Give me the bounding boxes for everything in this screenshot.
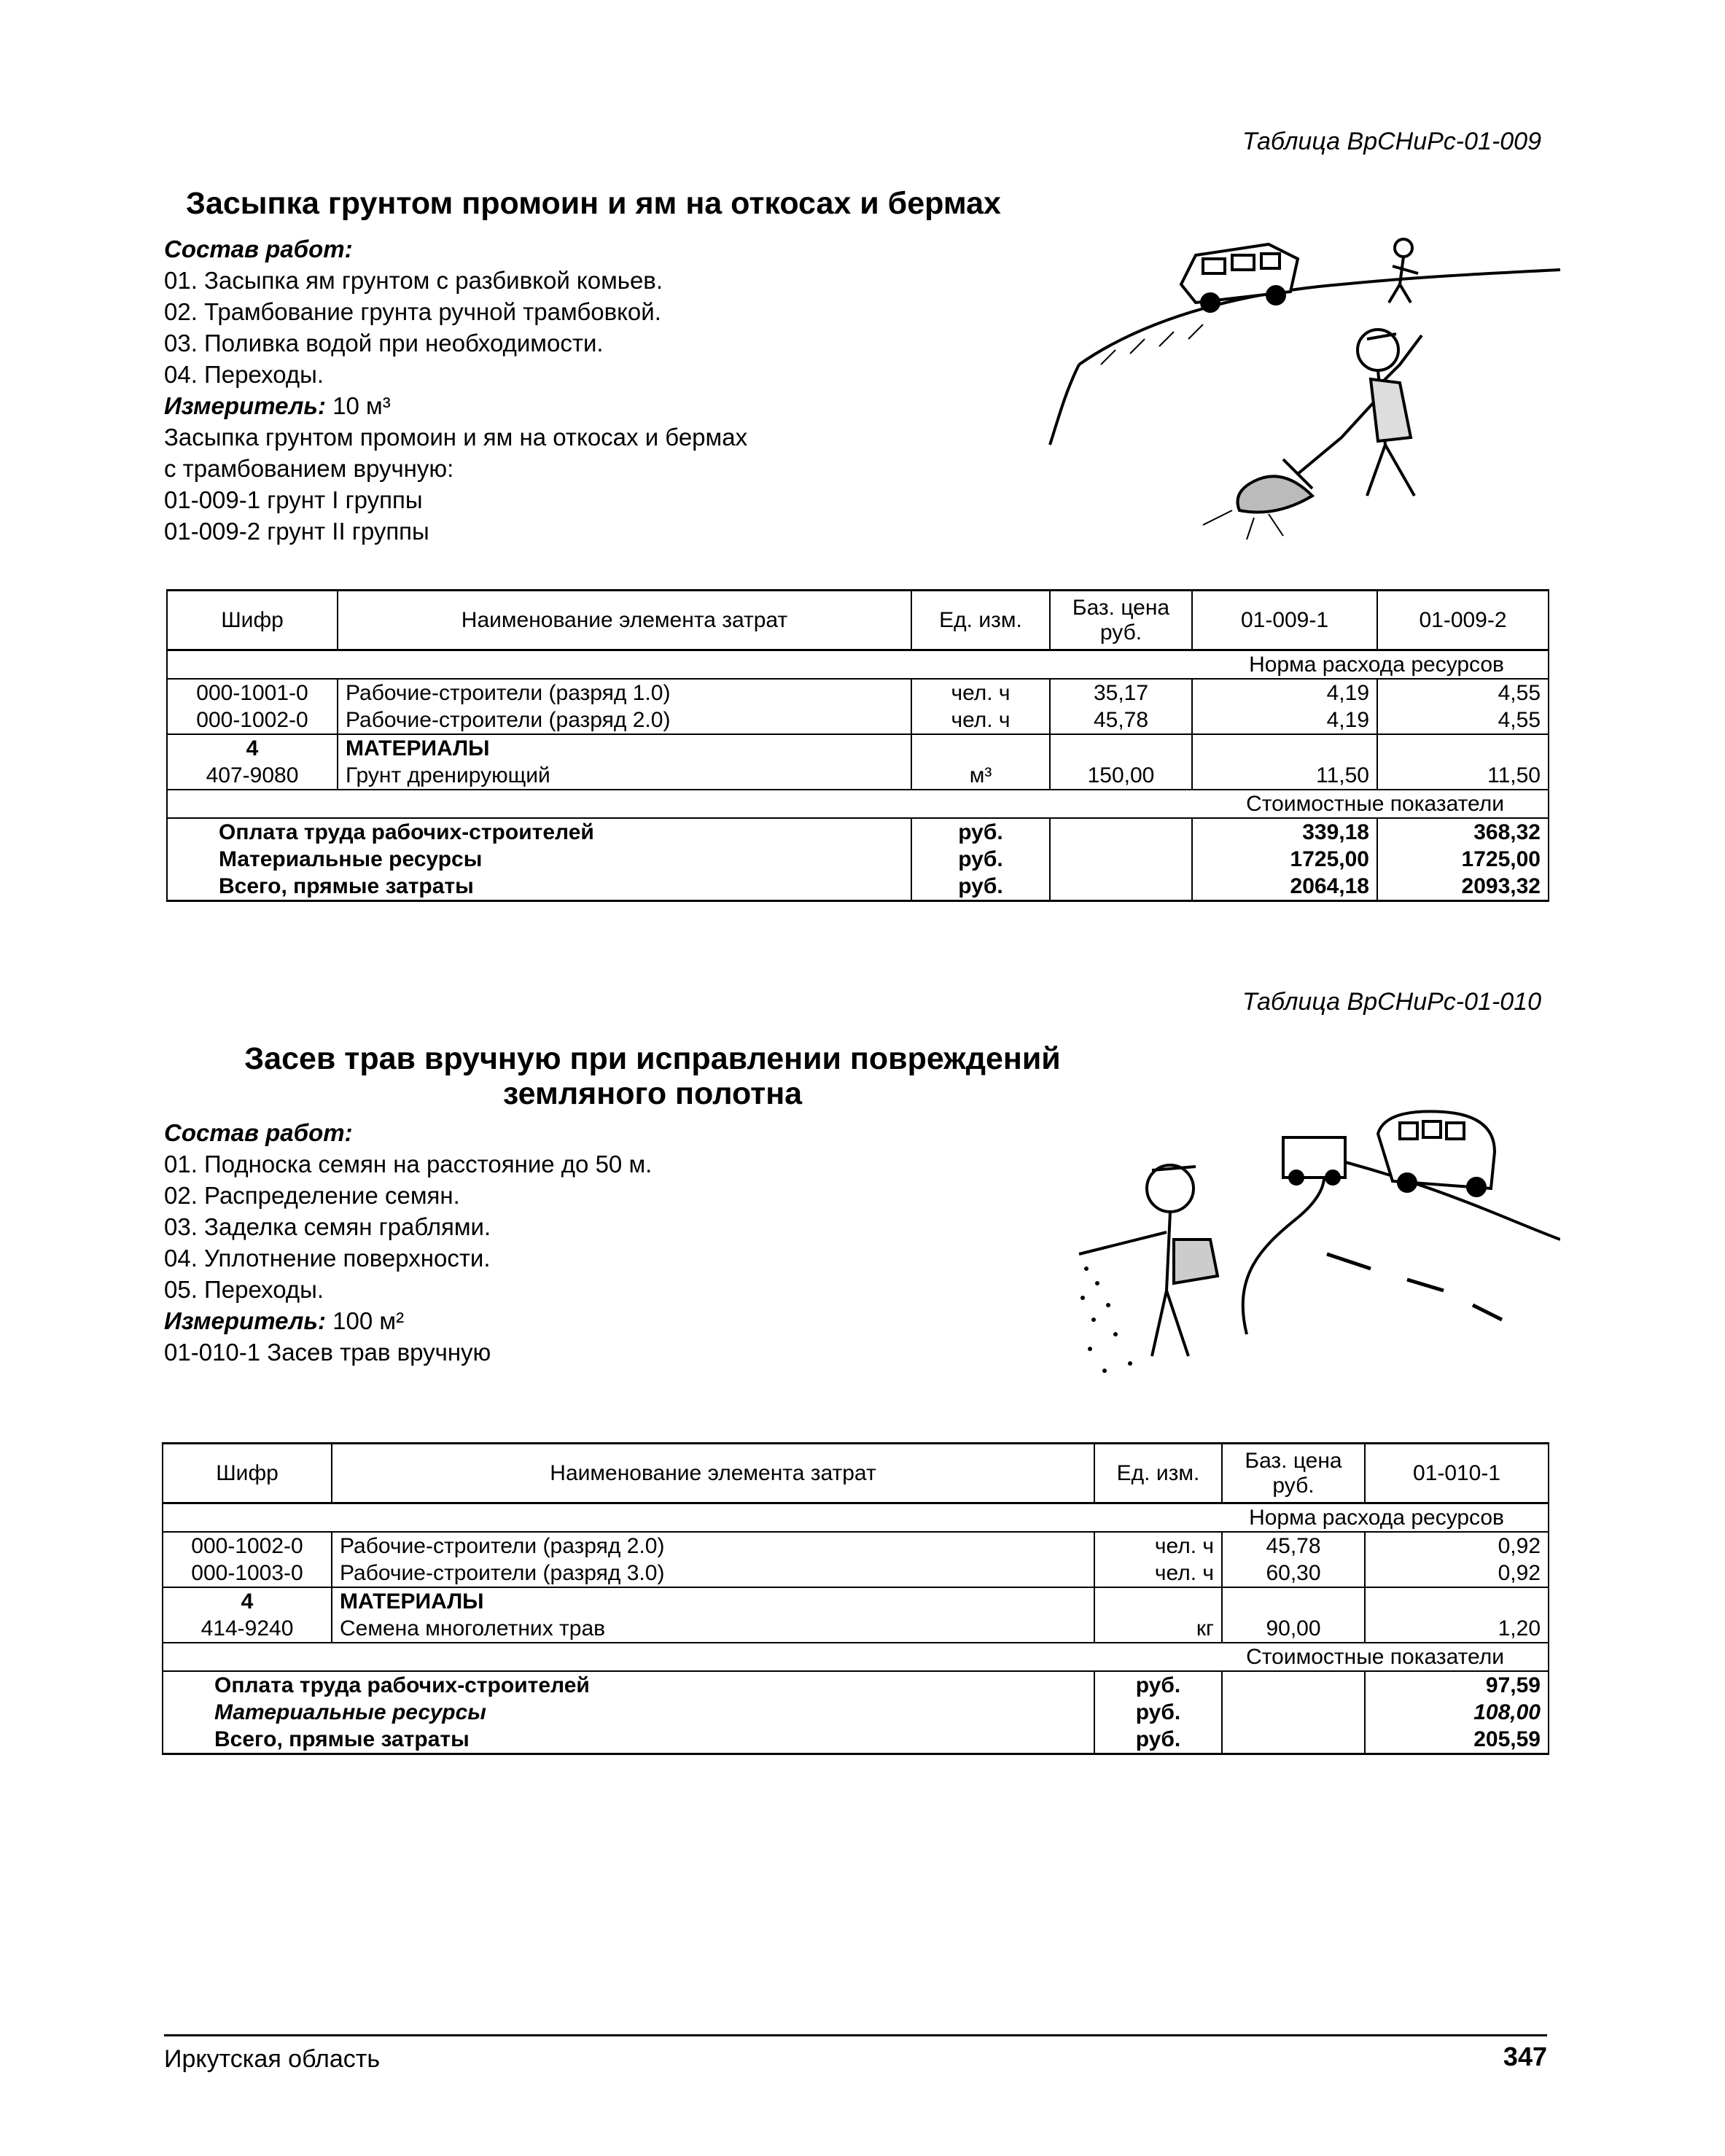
total-price: [1050, 846, 1192, 873]
total-value: 368,32: [1377, 818, 1549, 846]
desc-line: 01-009-2 грунт II группы: [164, 518, 429, 545]
section2-title-line2: земляного полотна: [502, 1076, 803, 1111]
total-value: 108,00: [1365, 1699, 1549, 1726]
col-header-unit: Ед. изм.: [1094, 1444, 1222, 1503]
cell-price: 150,00: [1050, 762, 1192, 790]
cell-name: Рабочие-строители (разряд 2.0): [338, 707, 911, 734]
cell-unit: чел. ч: [911, 679, 1050, 707]
footer-region: Иркутская область: [164, 2045, 381, 2073]
total-label: Всего, прямые затраты: [167, 873, 911, 901]
section2-title: [186, 1041, 1119, 1111]
cell-value: 4,55: [1377, 679, 1549, 707]
cell-value: 11,50: [1377, 762, 1549, 790]
cell-materials-code: 4: [167, 734, 338, 762]
cell-unit: м³: [911, 762, 1050, 790]
cell-value: 4,19: [1192, 707, 1377, 734]
cell-materials-label: МАТЕРИАЛЫ: [338, 734, 911, 762]
desc-line: с трамбованием вручную:: [164, 455, 454, 482]
cost-section-header: Стоимостные показатели: [167, 790, 1549, 818]
total-label: Всего, прямые затраты: [163, 1726, 1094, 1754]
cell-code: 000-1003-0: [163, 1560, 332, 1587]
col-header-name: Наименование элемента затрат: [332, 1444, 1094, 1503]
cell-value: 0,92: [1365, 1532, 1549, 1560]
total-label: Материальные ресурсы: [167, 846, 911, 873]
total-value: 2093,32: [1377, 873, 1549, 901]
total-price: [1050, 873, 1192, 901]
measure-label: Измеритель:: [164, 1307, 326, 1334]
desc-line: 01-009-1 грунт I группы: [164, 486, 423, 513]
cell-value: 4,19: [1192, 679, 1377, 707]
work-composition-header: Состав работ:: [164, 1119, 353, 1146]
col-header-01-009-2: 01-009-2: [1377, 591, 1549, 650]
desc-line: 01-010-1 Засев трав вручную: [164, 1339, 491, 1366]
total-unit: руб.: [1094, 1726, 1222, 1754]
cell-code: 000-1002-0: [163, 1532, 332, 1560]
table-label-01-010: Таблица ВрСНиРс-01-010: [1242, 988, 1541, 1016]
total-value: 205,59: [1365, 1726, 1549, 1754]
norm-section-header: Норма расхода ресурсов: [167, 650, 1549, 680]
cell-price: 90,00: [1222, 1615, 1365, 1643]
cell-price: 45,78: [1222, 1532, 1365, 1560]
total-value: 2064,18: [1192, 873, 1377, 901]
total-unit: руб.: [1094, 1671, 1222, 1699]
cell-value: 4,55: [1377, 707, 1549, 734]
total-unit: руб.: [911, 846, 1050, 873]
cell-name: Рабочие-строители (разряд 2.0): [332, 1532, 1094, 1560]
slope-workers-illustration: [1035, 204, 1568, 561]
footer-divider: [164, 2034, 1547, 2036]
cell-code: 414-9240: [163, 1615, 332, 1643]
work-item: 02. Распределение семян.: [164, 1182, 460, 1209]
resource-table-01-010: [162, 1442, 1549, 1755]
col-header-name: Наименование элемента затрат: [338, 591, 911, 650]
cell-unit: чел. ч: [1094, 1560, 1222, 1587]
col-header-code: Шифр: [163, 1444, 332, 1503]
cell-price: 60,30: [1222, 1560, 1365, 1587]
norm-section-header: Норма расхода ресурсов: [163, 1503, 1549, 1533]
cell-code: 000-1001-0: [167, 679, 338, 707]
cell-unit: чел. ч: [1094, 1532, 1222, 1560]
col-header-code: Шифр: [167, 591, 338, 650]
cell-materials-label: МАТЕРИАЛЫ: [332, 1587, 1094, 1615]
cell-name: Грунт дренирующий: [338, 762, 911, 790]
work-item: 03. Заделка семян граблями.: [164, 1213, 491, 1240]
sowing-worker-illustration: [1064, 1094, 1560, 1385]
total-label: Материальные ресурсы: [163, 1699, 1094, 1726]
col-header-unit: Ед. изм.: [911, 591, 1050, 650]
cell-value: 1,20: [1365, 1615, 1549, 1643]
col-header-base-price: Баз. цена руб.: [1222, 1444, 1365, 1503]
total-price: [1222, 1671, 1365, 1699]
total-price: [1222, 1699, 1365, 1726]
section2-title-line1: Засев трав вручную при исправлении повреждений: [244, 1041, 1061, 1076]
cell-price: 45,78: [1050, 707, 1192, 734]
work-item: 04. Уплотнение поверхности.: [164, 1245, 491, 1272]
section2-description: [164, 1117, 652, 1368]
work-item: 04. Переходы.: [164, 361, 324, 388]
page-number: 347: [1503, 2042, 1547, 2071]
work-item: 01. Подноска семян на расстояние до 50 м.: [164, 1151, 653, 1178]
col-header-01-010-1: 01-010-1: [1365, 1444, 1549, 1503]
col-header-base-price: Баз. цена руб.: [1050, 591, 1192, 650]
work-item: 01. Засыпка ям грунтом с разбивкой комьев.: [164, 267, 663, 294]
cost-section-header: Стоимостные показатели: [163, 1643, 1549, 1671]
section1-title: Засыпка грунтом промоин и ям на откосах и бермах: [186, 186, 1001, 221]
total-label: Оплата труда рабочих-строителей: [163, 1671, 1094, 1699]
total-price: [1050, 818, 1192, 846]
cell-materials-code: 4: [163, 1587, 332, 1615]
total-unit: руб.: [911, 873, 1050, 901]
cell-code: 000-1002-0: [167, 707, 338, 734]
measure-label: Измеритель:: [164, 392, 326, 419]
cell-name: Рабочие-строители (разряд 3.0): [332, 1560, 1094, 1587]
table-label-01-009: Таблица ВрСНиРс-01-009: [1242, 128, 1541, 155]
cell-value: 0,92: [1365, 1560, 1549, 1587]
total-unit: руб.: [1094, 1699, 1222, 1726]
measure-value: 10 м³: [332, 392, 391, 419]
cell-unit: кг: [1094, 1615, 1222, 1643]
total-value: 339,18: [1192, 818, 1377, 846]
cell-code: 407-9080: [167, 762, 338, 790]
cell-name: Рабочие-строители (разряд 1.0): [338, 679, 911, 707]
work-composition-header: Состав работ:: [164, 236, 353, 262]
cell-price: 35,17: [1050, 679, 1192, 707]
work-item: 02. Трамбование грунта ручной трамбовкой.: [164, 298, 661, 325]
measure-value: 100 м²: [332, 1307, 405, 1334]
total-price: [1222, 1726, 1365, 1754]
cell-value: 11,50: [1192, 762, 1377, 790]
total-value: 1725,00: [1377, 846, 1549, 873]
section1-description: [164, 233, 747, 547]
cell-unit: чел. ч: [911, 707, 1050, 734]
col-header-01-009-1: 01-009-1: [1192, 591, 1377, 650]
cell-name: Семена многолетних трав: [332, 1615, 1094, 1643]
resource-table-01-009: [166, 589, 1549, 902]
total-unit: руб.: [911, 818, 1050, 846]
total-value: 1725,00: [1192, 846, 1377, 873]
total-value: 97,59: [1365, 1671, 1549, 1699]
work-item: 03. Поливка водой при необходимости.: [164, 330, 604, 357]
work-item: 05. Переходы.: [164, 1276, 324, 1303]
total-label: Оплата труда рабочих-строителей: [167, 818, 911, 846]
desc-line: Засыпка грунтом промоин и ям на откосах и бермах: [164, 424, 748, 451]
